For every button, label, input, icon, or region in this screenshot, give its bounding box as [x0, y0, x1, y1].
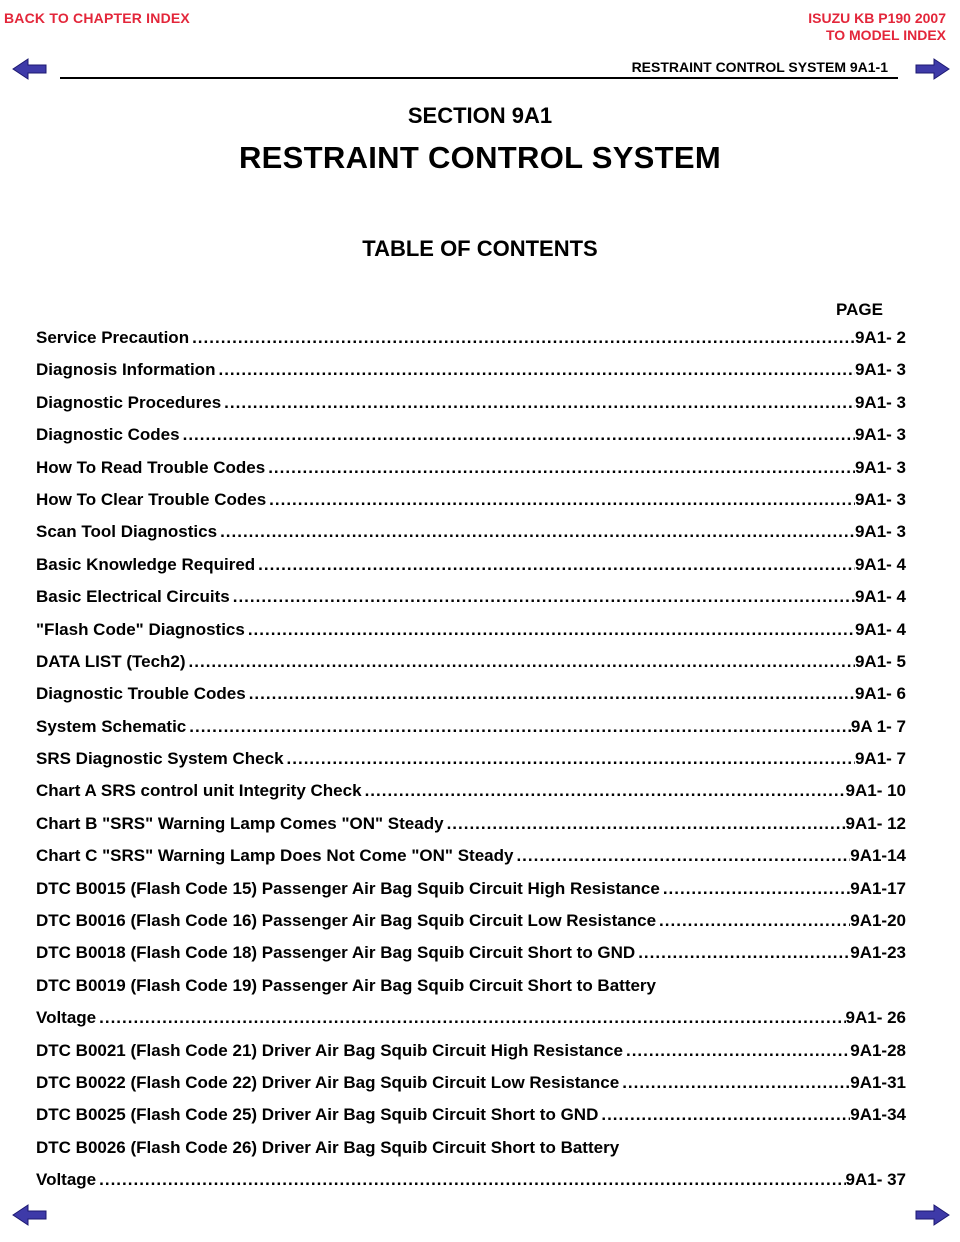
toc-entry[interactable]	[36, 711, 906, 743]
toc-entry-title: Basic Electrical Circuits	[36, 587, 230, 607]
model-index-block	[808, 10, 946, 44]
toc-dot-leader	[622, 1067, 850, 1099]
toc-entry-title: "Flash Code" Diagnostics	[36, 619, 245, 639]
toc-entry[interactable]	[36, 549, 906, 581]
right-arrow-icon[interactable]	[914, 1204, 950, 1226]
toc-dot-leader	[99, 1164, 845, 1196]
toc-entry-page: 9A1- 6	[854, 684, 906, 704]
page-column-label: PAGE	[836, 300, 883, 319]
toc-entry-page: 9A1- 3	[854, 425, 906, 445]
toc-entry[interactable]	[36, 387, 906, 419]
toc-entry-page: 9A1- 3	[854, 457, 906, 477]
page-title: RESTRAINT CONTROL SYSTEM	[239, 140, 721, 175]
toc-entry[interactable]	[36, 970, 906, 1002]
toc-entry-page: 9A1-20	[850, 911, 906, 931]
toc-entry-title: Diagnostic Trouble Codes	[36, 684, 246, 704]
toc-entry-title: Basic Knowledge Required	[36, 554, 256, 574]
toc-dot-leader	[447, 808, 846, 840]
toc-entry[interactable]	[36, 905, 906, 937]
toc-dot-leader	[189, 711, 851, 743]
toc-entry-title: DTC B0019 (Flash Code 19) Passenger Air Bag Squib Circuit Short to Battery	[36, 975, 657, 995]
toc-entry-title: DTC B0021 (Flash Code 21) Driver Air Bag Squib Circuit High Resistance	[36, 1040, 623, 1060]
toc-entry[interactable]	[36, 516, 906, 548]
toc-entry-page: 9A1- 5	[854, 651, 906, 671]
toc-entry[interactable]	[36, 678, 906, 710]
toc-dot-leader	[659, 905, 850, 937]
toc-entry[interactable]	[36, 322, 906, 354]
toc-entry[interactable]	[36, 743, 906, 775]
to-model-index-link[interactable]: TO MODEL INDEX	[825, 27, 946, 43]
toc-entry-page: 9A1-34	[850, 1105, 906, 1125]
toc-entry-title: Chart C "SRS" Warning Lamp Does Not Come "ON" Steady	[36, 846, 514, 866]
toc-entry[interactable]	[36, 484, 906, 516]
toc-dot-leader	[233, 581, 855, 613]
toc-entry[interactable]	[36, 873, 906, 905]
toc-dot-leader	[516, 840, 850, 872]
toc-entry[interactable]	[36, 775, 906, 807]
toc-dot-leader	[638, 937, 850, 969]
toc-dot-leader	[626, 1035, 850, 1067]
toc-entry-page: 9A1-23	[850, 943, 906, 963]
toc-entry-title: Chart B "SRS" Warning Lamp Comes "ON" Steady	[36, 813, 444, 833]
toc-entry-page: 9A1-14	[850, 846, 906, 866]
toc-entry-title: Voltage	[36, 1008, 97, 1028]
toc-entry-title: DTC B0015 (Flash Code 15) Passenger Air Bag Squib Circuit High Resistance	[36, 878, 660, 898]
toc-dot-leader	[663, 873, 850, 905]
toc-entry[interactable]	[36, 419, 906, 451]
toc-entry-page: 9A1- 37	[845, 1170, 906, 1190]
toc-entry[interactable]	[36, 452, 906, 484]
toc-entry-page: 9A1- 7	[854, 749, 906, 769]
toc-entry-page: 9A1-28	[850, 1040, 906, 1060]
toc-dot-leader	[268, 452, 855, 484]
toc-entry[interactable]	[36, 1035, 906, 1067]
toc-entry[interactable]	[36, 1132, 906, 1164]
toc-entry-title: Chart A SRS control unit Integrity Check	[36, 781, 362, 801]
header-rule	[60, 77, 898, 79]
toc-dot-leader	[224, 387, 855, 419]
section-label: SECTION 9A1	[407, 103, 553, 128]
right-arrow-icon[interactable]	[914, 58, 950, 80]
toc-dot-leader	[365, 775, 846, 807]
toc-entry-page: 9A1- 3	[854, 392, 906, 412]
toc-entry[interactable]	[36, 1002, 906, 1034]
toc-dot-leader	[192, 322, 855, 354]
toc-dot-leader	[258, 549, 855, 581]
toc-entry-page: 9A1- 2	[854, 328, 906, 347]
toc-dot-leader	[189, 646, 855, 678]
toc-entry-page: 9A1- 4	[854, 619, 906, 639]
left-arrow-icon[interactable]	[12, 1204, 48, 1226]
toc-entry[interactable]	[36, 1099, 906, 1131]
toc-dot-leader	[601, 1099, 850, 1131]
toc-entry-title: SRS Diagnostic System Check	[36, 749, 284, 769]
toc-entry-title: How To Clear Trouble Codes	[36, 489, 267, 509]
toc-entry-title: System Schematic	[36, 716, 187, 736]
toc-entry[interactable]	[36, 646, 906, 678]
toc-entry[interactable]	[36, 937, 906, 969]
toc-dot-leader	[220, 516, 855, 548]
toc-entry-page: 9A1- 26	[845, 1008, 906, 1028]
toc-dot-leader	[218, 354, 855, 386]
model-name-label: ISUZU KB P190 2007	[808, 10, 946, 26]
toc-entry-title: DTC B0025 (Flash Code 25) Driver Air Bag Squib Circuit Short to GND	[36, 1105, 599, 1125]
toc-entry-title: DTC B0026 (Flash Code 26) Driver Air Bag Squib Circuit Short to Battery	[36, 1137, 620, 1157]
toc-entry-page: 9A1-31	[850, 1072, 906, 1092]
toc-entry-page: 9A1- 10	[845, 781, 906, 801]
toc-entry[interactable]	[36, 1164, 906, 1196]
toc-entry-page: 9A1- 4	[854, 554, 906, 574]
running-header: RESTRAINT CONTROL SYSTEM 9A1-1	[631, 59, 888, 75]
toc-dot-leader	[287, 743, 855, 775]
toc-entry[interactable]	[36, 840, 906, 872]
toc-entry-title: Diagnosis Information	[36, 360, 216, 380]
toc-entry-title: DTC B0022 (Flash Code 22) Driver Air Bag Squib Circuit Low Resistance	[36, 1072, 620, 1092]
toc-entry-page: 9A1- 3	[854, 489, 906, 509]
toc-entry[interactable]	[36, 354, 906, 386]
toc-entry-page: 9A1-17	[850, 878, 906, 898]
toc-entry-title: How To Read Trouble Codes	[36, 457, 266, 477]
toc-dot-leader	[269, 484, 855, 516]
toc-entry-title: Scan Tool Diagnostics	[36, 522, 218, 542]
toc-entry[interactable]	[36, 614, 906, 646]
toc-entry-title: Service Precaution	[36, 328, 190, 347]
toc-dot-leader	[183, 419, 855, 451]
back-to-chapter-index-link[interactable]: BACK TO CHAPTER INDEX	[4, 10, 190, 26]
toc-entry-title: Voltage	[36, 1170, 97, 1190]
toc-entry-title: DATA LIST (Tech2)	[36, 651, 186, 671]
toc-entry[interactable]	[36, 581, 906, 613]
toc-entry-title: Diagnostic Procedures	[36, 392, 222, 412]
toc-dot-leader	[249, 678, 855, 710]
toc-entry-page: 9A1- 3	[854, 522, 906, 542]
toc-heading: TABLE OF CONTENTS	[362, 236, 598, 261]
toc-entry-page: 9A1- 4	[854, 587, 906, 607]
toc-entry-page: 9A 1- 7	[850, 716, 906, 736]
toc-entry-title: DTC B0018 (Flash Code 18) Passenger Air Bag Squib Circuit Short to GND	[36, 943, 636, 963]
toc-entry-page: 9A1- 12	[845, 813, 906, 833]
left-arrow-icon[interactable]	[12, 58, 48, 80]
toc-entry[interactable]	[36, 808, 906, 840]
toc-entry[interactable]	[36, 1067, 906, 1099]
toc-entry-page: 9A1- 3	[854, 360, 906, 380]
toc-list	[36, 322, 906, 1197]
toc-entry-title: DTC B0016 (Flash Code 16) Passenger Air Bag Squib Circuit Low Resistance	[36, 911, 657, 931]
toc-dot-leader	[248, 614, 855, 646]
toc-entry-title: Diagnostic Codes	[36, 425, 180, 445]
toc-dot-leader	[99, 1002, 845, 1034]
